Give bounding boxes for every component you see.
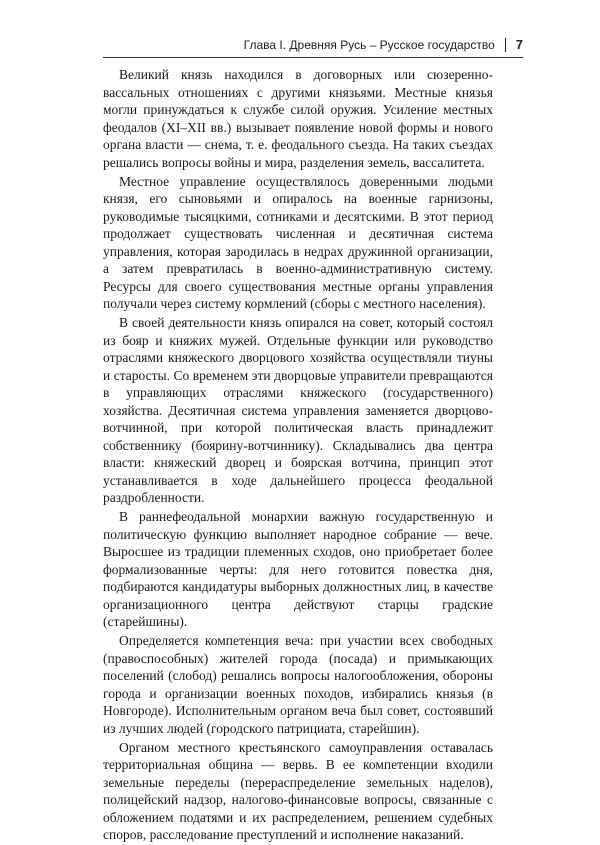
- paragraph: Органом местного крестьянского самоуправления оставалась территориальная община — вервь. В ее компетенции входили земельные переделы (перераспределение земельных наделов), полицейский надзор, налогово-финансовые вопросы, связанные с обложением податями и их распределением, решением судебных споров, расследование преступлений и исполнение наказаний.: [103, 739, 493, 842]
- paragraph: В своей деятельности князь опирался на совет, который состоял из бояр и княжих мужей. Отдельные функции или руководство отраслями княжеского дворцового хозяйства осуществляли тиуны и старосты. Со временем эти дворцовые управители превращаются в управляющих отраслями княжеского (государственного) хозяйства. Десятичная система управления заменяется дворцово-вотчинной, при которой политическая власть принадлежит собственнику (боярину-вотчиннику). Складывались два центра власти: княжеский дворец и боярская вотчина, принцип этот устанавливается в ходе дальнейшего процесса феодальной раздробленности.: [103, 315, 493, 505]
- body-text: [103, 66, 493, 845]
- paragraph: Определяется компетенция веча: при участии всех свободных (правоспособных) жителей города (посада) и примыкающих поселений (слобод) решались вопросы налогообложения, обороны города и организации военных походов, избирались князья (в Новгороде). Исполнительным органом веча был совет, состоявший из лучших людей (городского патрициата, старейшин).: [103, 633, 493, 736]
- paragraph: Великий князь находился в договорных или сюзеренно-вассальных отношениях с другими князьями. Местные князья могли принуждаться к службе силой оружия. Усиление местных феодалов (XI–XII вв.) вызывает появление новой формы и нового органа власти — снема, т. е. феодального съезда. На таких съездах решались вопросы войны и мира, разделения земель, вассалитета.: [103, 67, 493, 170]
- running-header: [103, 38, 523, 52]
- header-rule: [103, 57, 523, 58]
- paragraph: В раннефеодальной монархии важную государственную и политическую функцию выполняет народное собрание — вече. Выросшее из традиции племенных сходов, оно приобретает более формализованные черты: для него готовится повестка дня, подбираются кандидатуры выборных должностных лиц, в качестве организационного центра действуют старцы градские (старейшины).: [103, 509, 493, 629]
- chapter-title: Глава I. Древняя Русь – Русское государство: [244, 38, 506, 52]
- page-number: 7: [515, 37, 523, 52]
- paragraph: Местное управление осуществлялось доверенными людьми князя, его сыновьями и опиралось на военные гарнизоны, руководимые тысяцкими, сотниками и десятскими. В этот период продолжает существовать численная и десятичная система управления, которая зародилась в недрах дружинной организации, а затем превратилась в военно-административную систему. Ресурсы для своего существования местные органы управления получали через систему кормлений (сборы с местного населения).: [103, 173, 493, 311]
